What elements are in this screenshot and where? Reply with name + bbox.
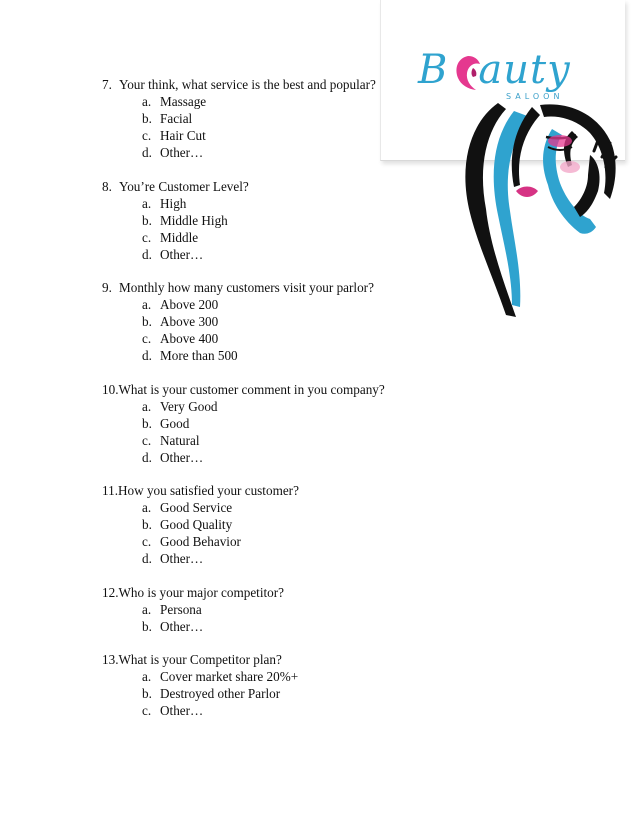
brand-wordmark-rest: auty <box>478 47 571 93</box>
question-9 <box>102 279 432 364</box>
option-item: b. Destroyed other Parlor <box>142 686 281 701</box>
option-item: c. Middle <box>142 229 199 245</box>
question-text: How you satisfied your customer? <box>118 483 299 498</box>
option-item: a. Persona <box>142 601 202 617</box>
question-number: 10. <box>102 381 119 397</box>
option-item: a. Good Service <box>142 500 233 515</box>
option-item: c. Natural <box>142 432 200 448</box>
option-item: c. Other… <box>142 703 204 718</box>
question-text: What is your Competitor plan? <box>118 652 282 667</box>
question-number: 8. <box>102 178 112 194</box>
question-number: 9. <box>102 280 112 295</box>
question-number: 13. <box>102 652 119 667</box>
option-item: b. Above 300 <box>142 314 219 329</box>
question-11 <box>102 482 432 567</box>
questionnaire <box>102 76 432 736</box>
option-item: d. Other… <box>142 246 204 262</box>
brand-wordmark <box>418 44 571 96</box>
woman-profile-icon <box>452 54 484 92</box>
question-text: Monthly how many customers visit your parlor? <box>119 280 374 295</box>
option-item: d. Other… <box>142 145 204 160</box>
question-number: 7. <box>102 77 112 92</box>
question-8 <box>102 178 432 263</box>
question-text: You’re Customer Level? <box>119 178 249 194</box>
question-13 <box>102 651 432 719</box>
option-item: b. Good Quality <box>142 517 233 532</box>
option-item: a. High <box>142 195 187 211</box>
option-item: a. Massage <box>142 94 207 109</box>
option-item: a. Above 200 <box>142 297 219 312</box>
option-item: a. Cover market share 20%+ <box>142 669 299 684</box>
option-item: c. Hair Cut <box>142 128 206 143</box>
option-item: b. Facial <box>142 111 193 126</box>
option-item: b. Middle High <box>142 212 228 228</box>
question-text: Your think, what service is the best and popular? <box>119 77 376 92</box>
brand-subtitle: SALOON <box>506 92 564 101</box>
brand-wordmark-initial: B <box>418 47 449 93</box>
question-number: 11. <box>102 483 118 498</box>
option-item: d. Other… <box>142 551 204 566</box>
question-10 <box>102 381 432 466</box>
option-item: c. Above 400 <box>142 331 219 346</box>
question-text: Who is your major competitor? <box>118 584 285 600</box>
option-item: c. Good Behavior <box>142 534 241 549</box>
woman-face-illustration <box>440 95 630 320</box>
option-item: b. Good <box>142 415 190 431</box>
question-text: What is your customer comment in you company? <box>118 381 385 397</box>
question-number: 12. <box>102 584 119 600</box>
option-item: d. Other… <box>142 449 204 465</box>
option-item: d. More than 500 <box>142 348 238 363</box>
option-item: b. Other… <box>142 618 204 634</box>
option-item: a. Very Good <box>142 398 218 414</box>
question-7 <box>102 76 432 161</box>
question-12 <box>102 584 432 635</box>
